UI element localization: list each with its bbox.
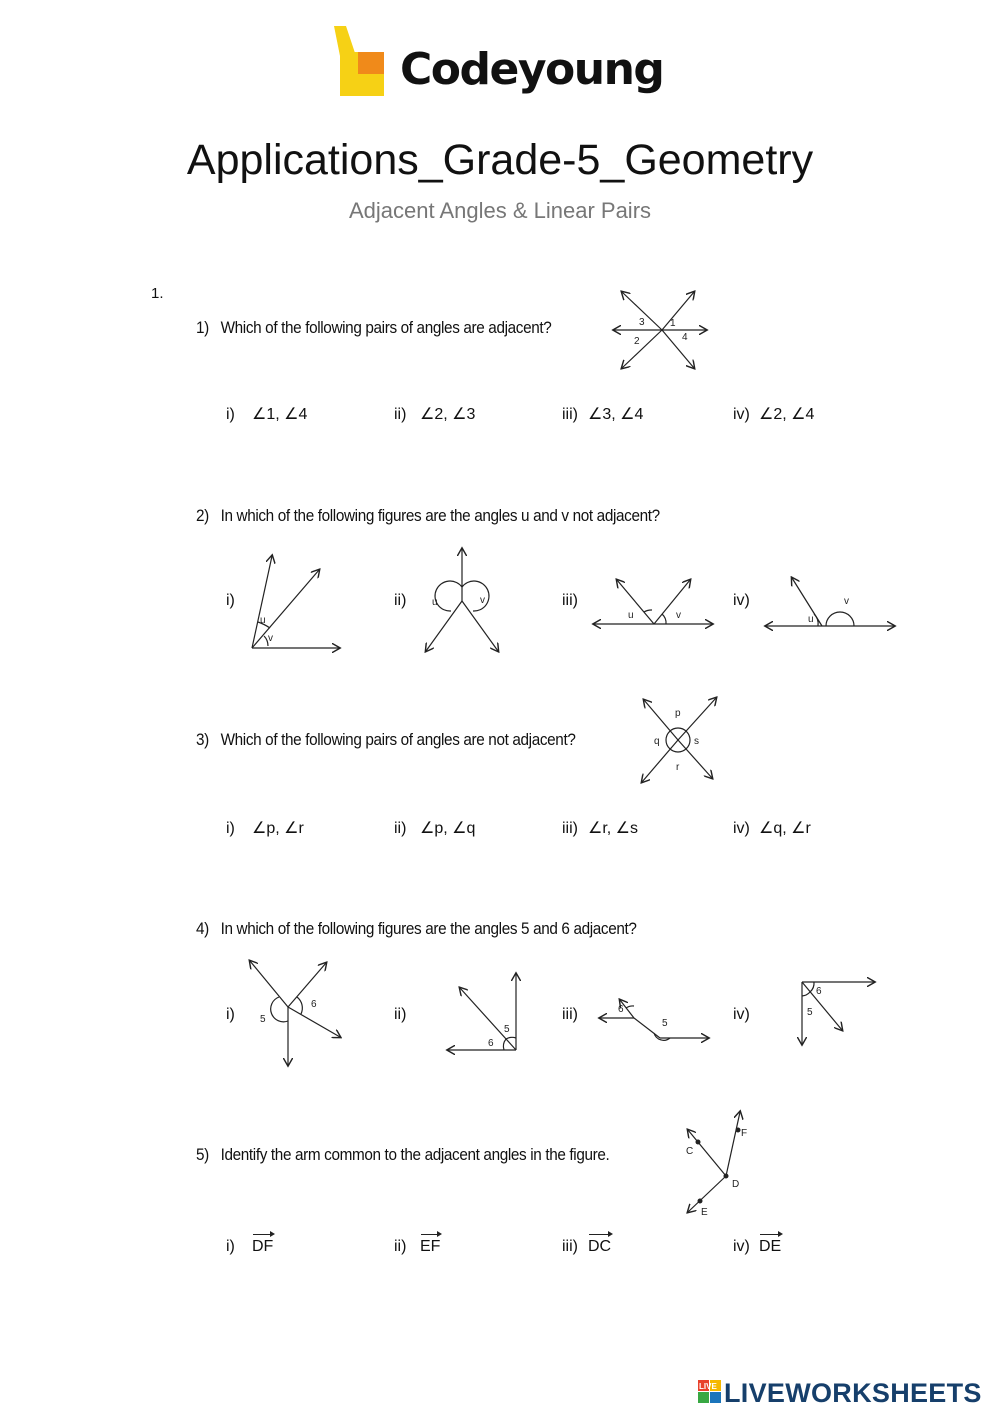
q3-option-3[interactable]: iii) ∠r, ∠s — [562, 820, 639, 837]
svg-text:6: 6 — [618, 1004, 624, 1015]
svg-text:u: u — [808, 614, 814, 625]
question-3-text — [196, 730, 576, 750]
question-4-prompt: In which of the following figures are the angles 5 and 6 adjacent? — [220, 919, 637, 938]
svg-text:5: 5 — [807, 1007, 813, 1018]
question-4-text — [196, 919, 637, 939]
q2-figure-3 — [592, 572, 717, 632]
page-title: Applications_Grade-5_Geometry — [186, 136, 814, 184]
q1-option-1[interactable]: i) ∠1, ∠4 — [226, 406, 308, 423]
svg-text:F: F — [741, 1128, 748, 1139]
question-3-figure — [638, 694, 720, 786]
q2-option-1-label[interactable]: i) — [226, 592, 235, 609]
angle-label: 1 — [670, 318, 676, 329]
q1-option-3[interactable]: iii) ∠3, ∠4 — [562, 406, 644, 423]
angle-label: 3 — [639, 317, 645, 328]
q4-option-3-label[interactable]: iii) — [562, 1006, 578, 1023]
svg-text:v: v — [268, 633, 273, 644]
svg-text:E: E — [701, 1207, 708, 1218]
question-5-figure — [682, 1108, 764, 1220]
q2-option-3-label[interactable]: iii) — [562, 592, 578, 609]
svg-text:v: v — [480, 595, 485, 606]
svg-text:u: u — [628, 610, 634, 621]
q2-figure-4 — [764, 572, 899, 634]
svg-text:LIVE: LIVE — [699, 1382, 717, 1391]
q1-option-2[interactable]: ii) ∠2, ∠3 — [394, 406, 476, 423]
svg-text:5: 5 — [504, 1024, 510, 1035]
svg-text:5: 5 — [260, 1014, 266, 1025]
codeyoung-logo-icon — [332, 26, 392, 101]
question-1-text — [196, 318, 551, 338]
q2-option-2-label[interactable]: ii) — [394, 592, 407, 609]
svg-text:p: p — [675, 708, 681, 719]
svg-text:s: s — [694, 736, 699, 747]
codeyoung-logo — [332, 26, 664, 106]
svg-text:v: v — [844, 596, 849, 607]
question-2-number: 2) — [196, 506, 209, 525]
q5-option-4[interactable]: iv) DE — [733, 1238, 782, 1255]
brand-name: Codeyoung — [400, 44, 664, 95]
q2-figure-2 — [418, 545, 508, 657]
q4-figure-4 — [792, 972, 878, 1048]
liveworksheets-logo[interactable] — [698, 1378, 982, 1408]
q2-figure-1 — [244, 550, 344, 655]
svg-text:6: 6 — [311, 999, 317, 1010]
svg-text:6: 6 — [816, 986, 822, 997]
svg-text:r: r — [676, 762, 680, 773]
question-number: 1. — [151, 285, 164, 302]
q5-option-1[interactable]: i) DF — [226, 1238, 274, 1255]
angle-label: 4 — [682, 332, 688, 343]
svg-text:u: u — [432, 597, 438, 608]
liveworksheets-logo-icon — [698, 1378, 722, 1406]
q5-option-2[interactable]: ii) EF — [394, 1238, 441, 1255]
q3-option-1[interactable]: i) ∠p, ∠r — [226, 820, 304, 837]
svg-text:u: u — [260, 615, 266, 626]
q4-figure-2 — [446, 972, 528, 1056]
question-4-number: 4) — [196, 919, 209, 938]
svg-text:q: q — [654, 736, 660, 747]
question-1-prompt: Which of the following pairs of angles are adjacent? — [220, 318, 552, 337]
q2-option-4-label[interactable]: iv) — [733, 592, 750, 609]
question-3-prompt: Which of the following pairs of angles are not adjacent? — [220, 730, 576, 749]
svg-text:5: 5 — [662, 1018, 668, 1029]
question-2-text — [196, 506, 660, 526]
question-2-prompt: In which of the following figures are the angles u and v not adjacent? — [220, 506, 660, 525]
question-5-prompt: Identify the arm common to the adjacent angles in the figure. — [220, 1145, 610, 1164]
q1-option-4[interactable]: iv) ∠2, ∠4 — [733, 406, 815, 423]
q3-option-4[interactable]: iv) ∠q, ∠r — [733, 820, 811, 837]
question-1-number: 1) — [196, 318, 209, 337]
q3-option-2[interactable]: ii) ∠p, ∠q — [394, 820, 476, 837]
svg-text:C: C — [686, 1146, 694, 1157]
question-3-number: 3) — [196, 730, 209, 749]
q4-figure-3 — [598, 980, 713, 1046]
angle-label: 2 — [634, 336, 640, 347]
q4-option-4-label[interactable]: iv) — [733, 1006, 750, 1023]
liveworksheets-brand: LIVEWORKSHEETS — [724, 1378, 982, 1408]
question-5-number: 5) — [196, 1145, 209, 1164]
q4-option-2-label[interactable]: ii) — [394, 1006, 407, 1023]
q4-figure-1 — [244, 955, 346, 1070]
question-5-text — [196, 1145, 609, 1165]
svg-text:6: 6 — [488, 1038, 494, 1049]
svg-text:v: v — [676, 610, 681, 621]
question-1-figure — [612, 288, 712, 378]
page-subtitle: Adjacent Angles & Linear Pairs — [348, 198, 652, 223]
svg-text:D: D — [732, 1179, 740, 1190]
q4-option-1-label[interactable]: i) — [226, 1006, 235, 1023]
q5-option-3[interactable]: iii) DC — [562, 1238, 612, 1255]
